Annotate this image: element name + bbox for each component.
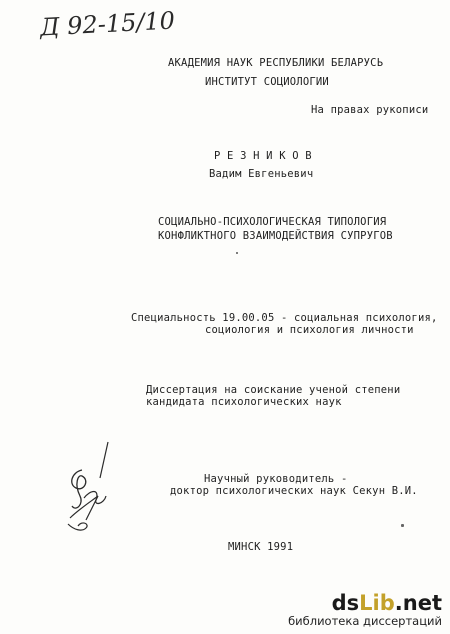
stray-mark (401, 524, 404, 527)
specialty-line-2: социология и психология личности (205, 324, 414, 336)
specialty-line-1: Специальность 19.00.05 - социальная психология, (131, 312, 438, 324)
title-line-2: КОНФЛИКТНОГО ВЗАИМОДЕЙСТВИЯ СУПРУГОВ (158, 230, 393, 242)
org-line-1: АКАДЕМИЯ НАУК РЕСПУБЛИКИ БЕЛАРУСЬ (168, 57, 384, 69)
title-line-1: СОЦИАЛЬНО-ПСИХОЛОГИЧЕСКАЯ ТИПОЛОГИЯ (158, 216, 387, 228)
handwritten-signature (60, 440, 135, 540)
dslib-subtitle: библиотека диссертаций (288, 614, 442, 628)
author-given-name: Вадим Евгеньевич (209, 168, 314, 180)
supervisor-line-2: доктор психологических наук Секун В.И. (170, 485, 418, 497)
org-line-2: ИНСТИТУТ СОЦИОЛОГИИ (205, 76, 329, 88)
dissertation-line-1: Диссертация на соискание ученой степени (146, 384, 401, 396)
manuscript-note: На правах рукописи (311, 104, 429, 116)
author-surname: Р Е З Н И К О В (214, 150, 312, 162)
stray-dot (236, 252, 238, 254)
place-and-year: МИНСК 1991 (228, 541, 294, 553)
dslib-watermark (288, 592, 442, 628)
supervisor-line-1: Научный руководитель - (204, 473, 348, 485)
dissertation-line-2: кандидата психологических наук (146, 396, 342, 408)
dslib-logo: dsLib.net (331, 591, 442, 615)
archive-stamp: Д 92-15/10 (39, 6, 176, 42)
